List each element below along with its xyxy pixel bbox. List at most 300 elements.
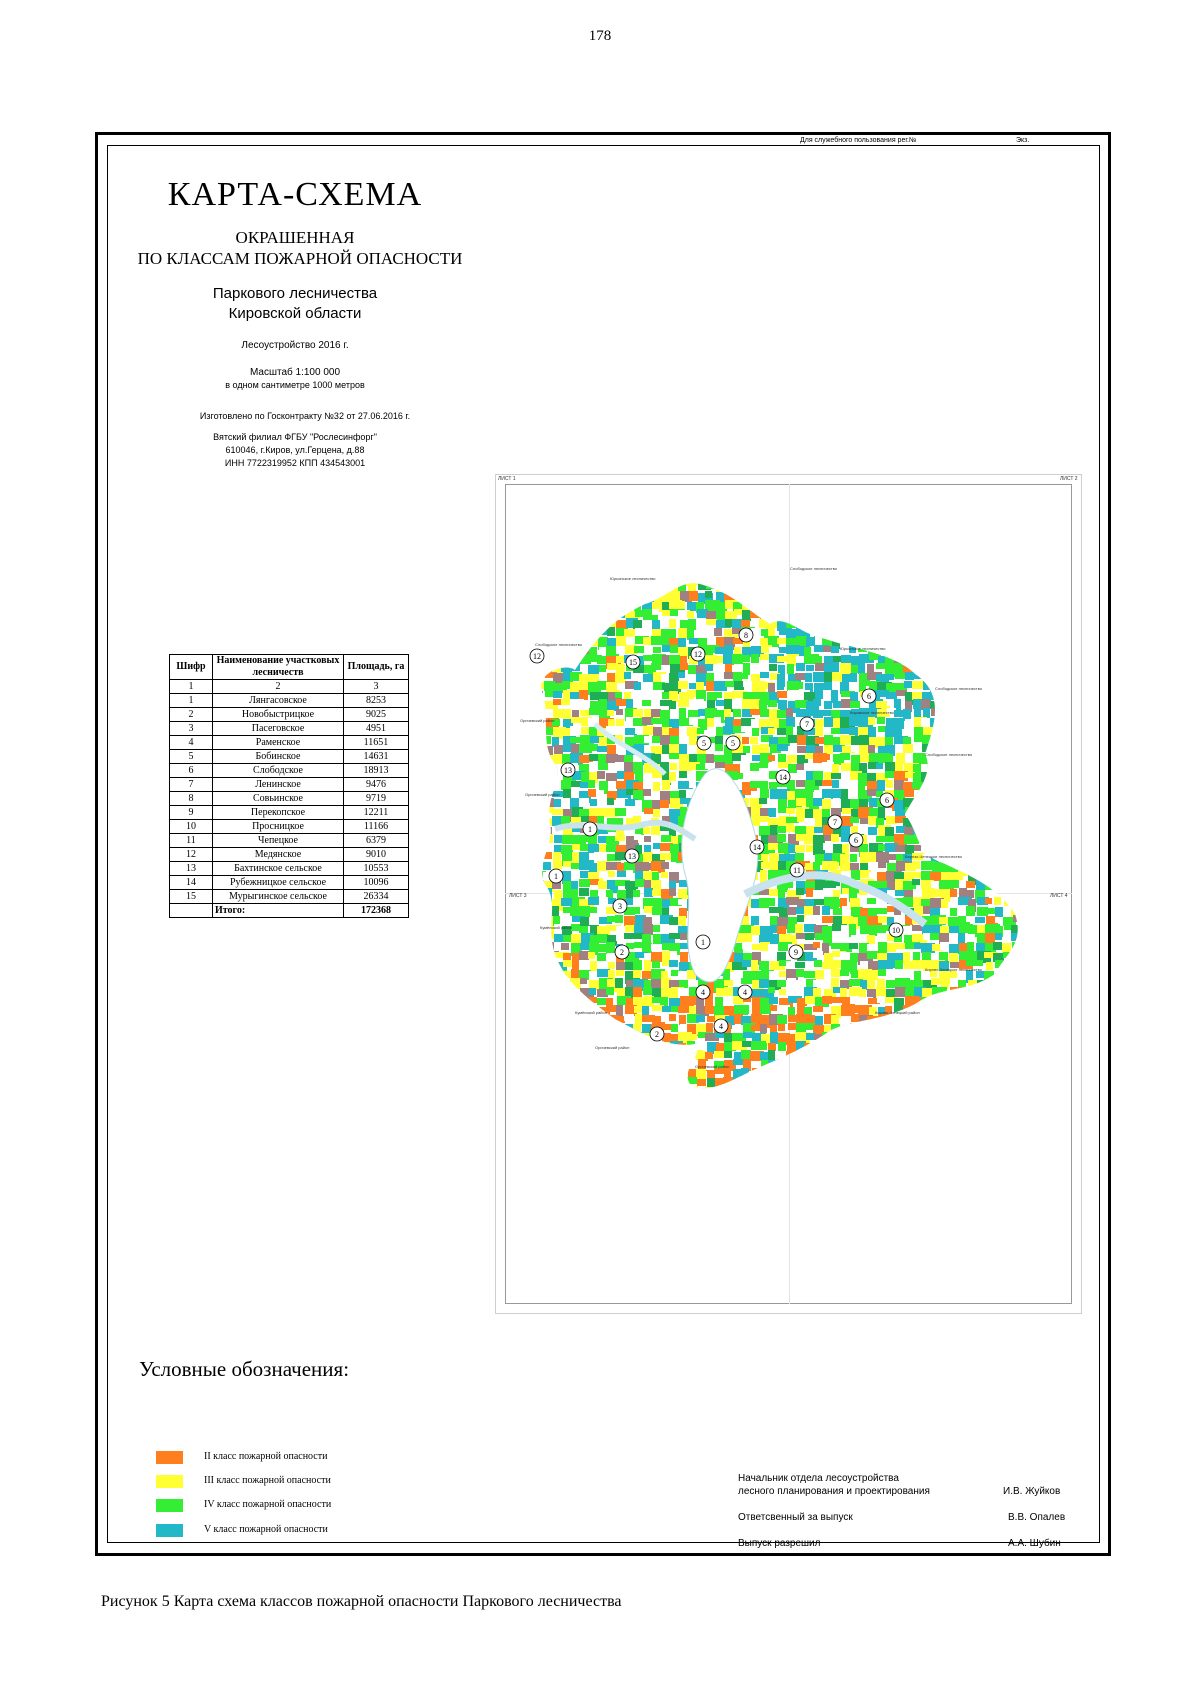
forest-parcel [849,1069,862,1076]
forest-parcel [581,583,595,592]
forest-parcel [1031,852,1044,862]
forest-parcel [1003,890,1012,899]
forest-parcel [723,1077,733,1088]
forest-parcel [877,908,887,914]
forest-parcel [949,701,958,712]
forest-parcel [1030,951,1037,961]
forest-parcel [696,1015,705,1022]
forest-parcel [527,836,541,842]
forest-parcel [661,564,675,574]
forest-parcel [977,1087,988,1094]
forest-parcel [885,592,895,599]
forest-parcel [644,582,653,595]
table-cell: 6 [170,764,213,778]
forest-parcel [526,926,541,938]
forest-parcel [905,1087,915,1099]
forest-parcel [635,1104,644,1112]
forest-parcel [536,969,551,977]
forest-parcel [831,1078,844,1090]
forest-parcel [976,1078,983,1091]
forest-parcel [751,618,760,626]
forest-parcel [670,763,677,770]
forest-parcel [759,979,769,988]
forest-parcel [571,996,583,1003]
forest-parcel [561,582,570,588]
forest-parcel [832,681,840,691]
forest-parcel [617,1024,628,1033]
forest-parcel [625,1070,639,1078]
forest-parcel [876,566,885,579]
forest-parcel [858,663,865,674]
table-cell: 6379 [344,834,409,848]
forest-parcel [1031,1097,1045,1103]
forest-parcel [545,619,557,625]
forest-parcel [608,781,617,792]
forest-parcel [563,1087,574,1099]
forest-parcel [986,645,995,655]
forest-parcel [796,888,804,895]
forest-parcel [832,764,839,773]
forest-parcel [977,737,985,743]
forest-parcel [957,1079,968,1089]
forest-parcel [878,591,890,600]
forest-parcel [805,1104,814,1117]
forest-parcel [606,1051,620,1059]
forest-parcel [750,573,765,586]
forest-parcel [1020,888,1028,895]
forest-parcel [985,818,998,826]
forest-parcel [1031,836,1039,849]
forest-parcel [599,1097,612,1104]
forest-parcel [678,1070,689,1081]
forest-parcel [525,916,535,927]
forest-parcel [993,888,1008,894]
forest-parcel [633,907,640,914]
forest-parcel [669,906,677,916]
forest-parcel [589,619,604,631]
forest-parcel [993,609,1005,617]
forest-parcel [948,817,955,825]
forest-parcel [940,1059,950,1065]
forest-parcel [651,1096,658,1103]
forest-parcel [993,573,1002,579]
forest-parcel [1022,1059,1034,1067]
forest-parcel [598,592,610,603]
forest-parcel [768,987,775,993]
forest-parcel [580,844,589,851]
forest-parcel [734,565,744,578]
forest-parcel [554,989,563,1000]
table-cell: 2 [170,708,213,722]
forest-parcel [966,852,978,859]
forest-parcel [625,1115,637,1128]
forest-parcel [977,583,987,595]
table-row [170,806,409,820]
forest-parcel [878,1024,893,1032]
forest-parcel [769,997,778,1004]
forest-parcel [796,582,805,593]
forest-parcel [885,1042,893,1049]
forest-parcel [795,602,808,608]
forest-parcel [687,566,695,579]
forest-parcel [941,1105,950,1114]
forest-parcel [957,629,965,640]
district-label: Оричевский район [520,718,555,723]
forest-parcel [669,960,678,967]
forest-parcel [831,1095,842,1107]
forest-parcel [1020,755,1035,767]
forest-parcel [543,656,553,667]
forest-parcel [1013,1114,1026,1125]
forest-parcel [714,1097,729,1108]
forest-parcel [1022,646,1037,659]
forest-parcel [716,700,725,706]
table-cell: 5 [170,750,213,764]
forest-parcel [930,690,941,700]
forest-parcel [822,780,832,786]
forest-parcel [1004,773,1017,785]
forest-parcel [957,826,966,838]
forest-parcel [877,996,885,1003]
forest-parcel [543,1097,551,1109]
forest-parcel [759,583,771,596]
forest-parcel [939,835,947,843]
forest-parcel [968,825,978,838]
forestry-number: 4 [719,1022,723,1031]
forest-parcel [1004,988,1012,1001]
forest-parcel [588,1014,602,1027]
forest-parcel [1031,647,1043,653]
forest-parcel [696,1105,707,1114]
forest-parcel [572,627,586,635]
forest-parcel [1013,1070,1024,1077]
forest-parcel [563,1015,572,1026]
forest-parcel [580,1016,588,1028]
forest-parcel [527,744,540,755]
forest-parcel [552,1069,562,1080]
table-cell: Ленинское [213,778,344,792]
forest-parcel [534,611,541,621]
forest-parcel [994,645,1004,654]
forest-parcel [868,1105,880,1113]
forest-parcel [525,1050,532,1059]
forest-parcel [815,726,823,736]
forest-parcel [968,1077,976,1088]
forest-parcel [607,710,614,716]
forest-parcel [832,1052,843,1060]
forest-parcel [553,646,560,659]
forest-parcel [589,1087,599,1095]
forest-parcel [1011,664,1018,671]
forest-parcel [959,816,973,827]
forest-parcel [759,602,773,610]
forest-parcel [814,827,824,833]
forest-parcel [534,899,548,912]
forest-parcel [985,826,994,838]
forest-parcel [750,1105,757,1113]
table-row [170,722,409,736]
forest-parcel [1029,681,1036,693]
forest-parcel [706,673,714,681]
forest-parcel [770,1032,778,1044]
forest-parcel [598,1069,613,1075]
forest-parcel [688,980,698,988]
map-title: КАРТА-СХЕМА [167,176,423,213]
forest-parcel [786,708,793,718]
forest-parcel [833,701,841,708]
forest-parcel [930,1034,940,1042]
forest-parcel [912,602,924,615]
forest-parcel [724,1051,732,1058]
forest-parcel [976,654,990,664]
forest-parcel [1012,1051,1022,1058]
forest-parcel [903,573,911,582]
forest-parcel [624,1014,634,1021]
forest-parcel [705,1087,719,1100]
forest-parcel [651,718,662,724]
forest-parcel [1020,673,1027,683]
forest-parcel [571,574,579,583]
forest-parcel [822,1077,837,1090]
forest-parcel [976,672,990,685]
forest-parcel [769,1095,780,1103]
forest-parcel [1029,888,1038,895]
forest-parcel [984,1051,994,1058]
legend-swatch-class4 [156,1499,183,1512]
forest-parcel [833,908,842,915]
forest-parcel [939,619,948,626]
forest-parcel [778,1096,787,1103]
forest-parcel [768,808,776,817]
forest-parcel [922,637,937,647]
forest-parcel [778,1024,785,1031]
forest-parcel [589,971,597,980]
forest-parcel [778,565,785,577]
forest-parcel [669,1014,676,1021]
forest-parcel [985,863,996,875]
forest-parcel [949,674,960,683]
forest-parcel [588,1068,595,1080]
forest-parcel [1011,888,1022,895]
forest-parcel [607,610,614,620]
forest-parcel [976,809,988,817]
forest-parcel [976,1043,986,1050]
forest-parcel [921,1068,934,1074]
forest-parcel [527,672,541,681]
forest-parcel [975,746,985,752]
forest-parcel [896,566,903,577]
forest-parcel [633,897,643,905]
forest-parcel [598,1088,607,1101]
forest-parcel [1004,600,1016,610]
forestry-number: 9 [794,948,798,957]
forest-parcel [743,746,750,753]
table-cell: 12211 [344,806,409,820]
forest-parcel [948,1007,959,1019]
forestry-number-marker [626,655,640,669]
forest-parcel [815,619,824,631]
forest-parcel [885,1096,894,1109]
forest-parcel [994,692,1003,705]
forest-parcel [617,1113,627,1122]
forest-parcel [714,1088,722,1098]
forestry-number: 12 [694,650,702,659]
signature-release-label: Выпуск разрешил [738,1538,821,1549]
forest-parcel [1029,773,1039,783]
forest-parcel [921,1087,928,1100]
forest-parcel [975,800,983,813]
forest-parcel [822,906,830,915]
forest-parcel [842,674,851,683]
forest-parcel [779,602,791,611]
forest-parcel [795,1114,808,1123]
forest-parcel [912,566,926,579]
forest-parcel [707,718,714,727]
forest-parcel [840,1023,854,1031]
forest-parcel [768,898,775,906]
forest-parcel [993,754,1005,761]
forest-parcel [588,1095,599,1105]
forest-parcel [633,565,642,573]
forest-parcel [1030,1041,1040,1054]
forest-parcel [535,880,544,886]
forestry-table [169,654,409,918]
forest-parcel [895,611,903,618]
forest-parcel [616,709,623,715]
forest-parcel [832,584,847,597]
forest-parcel [822,799,831,809]
forest-parcel [544,1060,558,1069]
forest-parcel [860,610,869,616]
forest-parcel [671,1078,679,1084]
district-label: Слободское лесничество [935,686,983,691]
forest-parcel [949,997,962,1005]
forest-parcel [615,692,622,698]
forest-parcel [930,701,938,709]
forest-parcel [1029,592,1039,598]
forest-parcel [986,591,999,604]
forest-parcel [976,836,985,848]
forest-parcel [545,1106,558,1113]
forest-parcel [679,726,687,736]
forest-parcel [588,601,599,611]
forest-parcel [1013,980,1021,993]
forest-parcel [921,618,934,629]
forest-parcel [588,952,595,959]
forest-parcel [732,1104,742,1113]
forest-parcel [687,1034,697,1040]
forest-parcel [984,782,995,791]
forest-parcel [1030,906,1044,915]
forest-parcel [1031,800,1042,811]
forest-parcel [995,1069,1009,1082]
forest-parcel [993,1034,1000,1046]
forest-parcel [868,1086,877,1095]
forest-parcel [615,1087,623,1099]
forest-parcel [526,899,534,910]
forest-parcel [832,780,839,788]
forest-parcel [940,987,947,999]
forest-parcel [851,1105,866,1112]
forest-parcel [877,717,885,724]
forest-parcel [886,692,897,699]
table-row [170,876,409,890]
forest-parcel [554,564,563,570]
forest-parcel [714,692,722,698]
forest-parcel [939,772,951,781]
forest-parcel [751,601,758,612]
forest-parcel [948,791,960,802]
forest-parcel [977,1104,985,1113]
forest-parcel [544,736,551,744]
forest-parcel [1002,800,1012,811]
forest-parcel [913,1024,926,1032]
forest-parcel [525,962,537,968]
forest-parcel [1002,780,1017,790]
forest-parcel [535,834,547,845]
forest-parcel [932,575,945,586]
table-header: Площадь, га [344,655,409,680]
forest-parcel [842,906,849,913]
maker-line-2: 610046, г.Киров, ул.Герцена, д.88 [225,445,365,455]
forest-parcel [1022,764,1034,771]
forest-parcel [644,906,653,913]
forest-parcel [1013,798,1026,811]
forest-parcel [1022,780,1035,787]
forest-parcel [563,620,573,626]
forest-parcel [571,1068,585,1078]
table-row [170,820,409,834]
forest-parcel [922,735,932,744]
legend-label: IV класс пожарной опасности [204,1499,332,1510]
forest-parcel [976,718,983,727]
forest-parcel [868,816,877,825]
forest-parcel [687,690,697,697]
forest-parcel [795,1087,803,1097]
forest-parcel [985,1059,997,1071]
forest-parcel [597,998,606,1005]
forest-parcel [986,1104,995,1115]
forest-parcel [796,1061,811,1074]
forest-parcel [643,627,652,637]
forest-parcel [984,719,996,729]
forest-parcel [1013,827,1026,834]
legend-swatch-class2 [156,1451,183,1464]
forest-parcel [536,844,545,856]
forest-parcel [526,808,534,814]
forest-parcel [841,772,850,778]
forest-parcel [1012,1025,1019,1035]
forest-parcel [759,826,771,836]
forest-parcel [570,1032,584,1042]
forestry-number: 6 [867,692,871,701]
forest-parcel [986,753,1000,762]
forest-parcel [544,629,555,635]
forest-parcel [1030,781,1045,792]
forest-parcel [1013,1087,1022,1099]
forest-parcel [822,609,835,617]
forest-parcel [1030,1115,1037,1126]
forest-parcel [787,575,801,585]
forest-parcel [525,601,534,608]
forest-parcel [606,1024,615,1033]
signature-head-line1: Начальник отдела лесоустройства [738,1473,899,1484]
forest-parcel [967,592,974,601]
forest-parcel [562,628,573,636]
forest-parcel [526,753,541,759]
forest-parcel [634,1052,649,1061]
forest-parcel [1021,790,1031,802]
